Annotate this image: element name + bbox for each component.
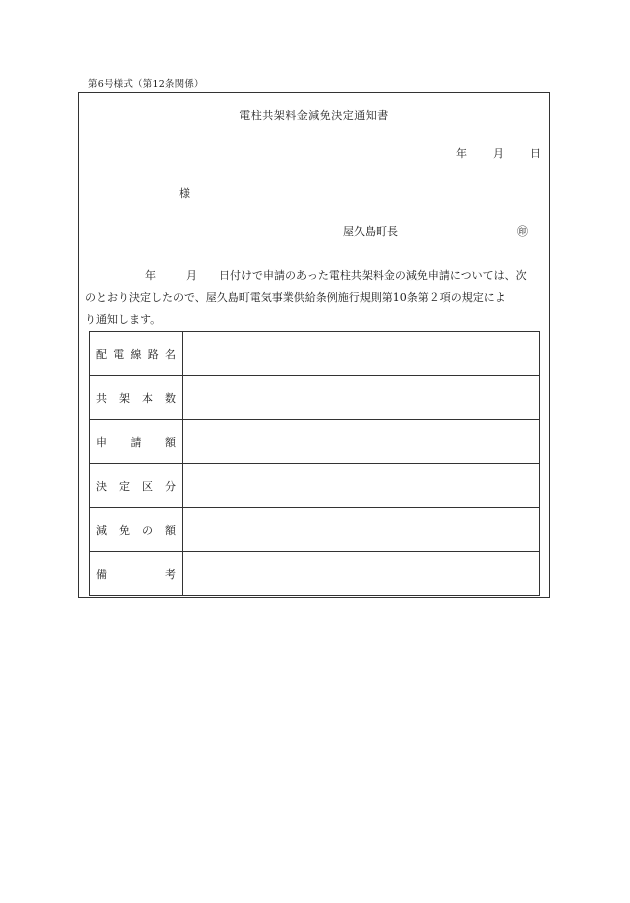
row-label: 備 考 xyxy=(96,567,176,581)
body-month: 月 xyxy=(186,269,197,282)
body-line-2: のとおり決定したので、屋久島町電気事業供給条例施行規則第10条第２項の規定によ xyxy=(85,291,506,304)
row-value[interactable] xyxy=(183,376,540,420)
document-frame xyxy=(78,92,550,598)
notice-body xyxy=(85,265,541,331)
row-label-cell xyxy=(90,552,183,596)
row-label: 減 免 の 額 xyxy=(96,523,176,537)
row-label: 配 電 線 路 名 xyxy=(96,347,176,361)
date-year: 年 xyxy=(456,147,467,160)
table-row xyxy=(90,376,540,420)
row-value[interactable] xyxy=(183,552,540,596)
row-label-cell xyxy=(90,508,183,552)
row-label: 申 請 額 xyxy=(96,435,176,449)
details-table xyxy=(89,331,540,596)
date-line xyxy=(456,145,541,161)
row-value[interactable] xyxy=(183,464,540,508)
row-value[interactable] xyxy=(183,332,540,376)
table-row xyxy=(90,552,540,596)
form-number: 第6号様式（第12条関係） xyxy=(88,79,204,90)
seal-mark: ㊞ xyxy=(517,225,528,238)
row-label-cell xyxy=(90,376,183,420)
body-line-1 xyxy=(85,265,541,287)
table-row xyxy=(90,420,540,464)
body-line-3: り通知します。 xyxy=(85,313,162,326)
row-label: 共 架 本 数 xyxy=(96,391,176,405)
body-line-1-text: 日付けで申請のあった電柱共架料金の減免申請については、次 xyxy=(219,269,527,282)
sender-name: 屋久島町長 xyxy=(343,225,398,238)
table-row xyxy=(90,332,540,376)
row-value[interactable] xyxy=(183,420,540,464)
body-year: 年 xyxy=(145,269,156,282)
date-month: 月 xyxy=(493,147,504,160)
document-title: 電柱共架料金減免決定通知書 xyxy=(239,109,389,122)
row-label-cell xyxy=(90,420,183,464)
row-label-cell xyxy=(90,332,183,376)
table-row xyxy=(90,508,540,552)
addressee-suffix: 様 xyxy=(179,187,190,200)
table-row xyxy=(90,464,540,508)
row-value[interactable] xyxy=(183,508,540,552)
row-label-cell xyxy=(90,464,183,508)
row-label: 決 定 区 分 xyxy=(96,479,176,493)
date-day: 日 xyxy=(530,147,541,160)
